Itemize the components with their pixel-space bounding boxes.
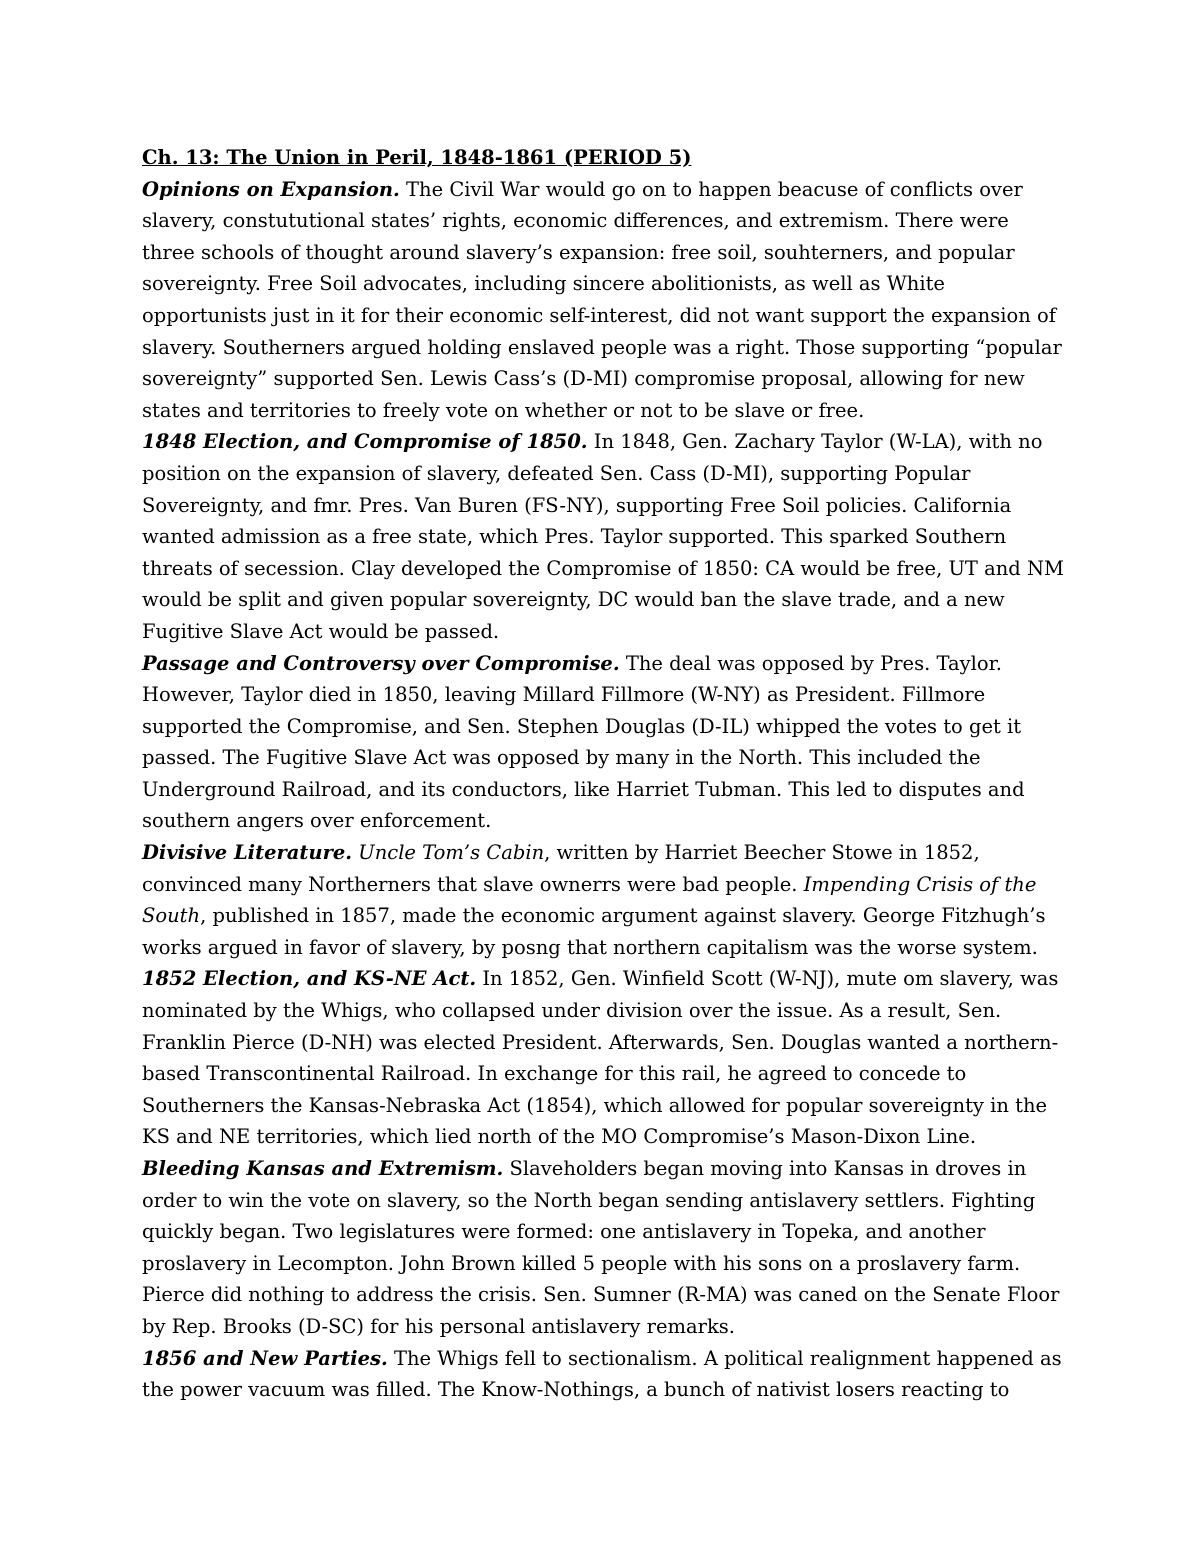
section-heading: Opinions on Expansion. [142, 177, 400, 201]
section-divisive-literature [142, 837, 1067, 963]
section-heading: Divisive Literature. [142, 841, 353, 865]
section-heading: 1852 Election, and KS-NE Act. [142, 967, 477, 991]
document-title: Ch. 13: The Union in Peril, 1848-1861 (PERIOD 5) [142, 146, 692, 169]
section-text: In 1852, Gen. Winfield Scott (W-NJ), mute om slavery, was nominated by the Whigs, who collapsed under division over the issue. As a result, Sen. Franklin Pierce (D-NH) was elected President. Afterwards, Sen. Douglas wanted a northern-based Transcontinental Railroad. In exchange for this rail, he agreed to concede to Southerners the Kansas-Nebraska Act (1854), which allowed for popular sovereignty in the KS and NE territories, which lied north of the MO Compromise’s Mason-Dixon Line. [142, 967, 1059, 1149]
document-page [142, 142, 1067, 1406]
section-heading: Passage and Controversy over Compromise. [142, 651, 620, 675]
section-text: In 1848, Gen. Zachary Taylor (W-LA), with no position on the expansion of slavery, defeated Sen. Cass (D-MI), supporting Popular Sovereignty, and fmr. Pres. Van Buren (FS-NY), supporting Free Soil policies. California wanted admission as a free state, which Pres. Taylor supported. This sparked Southern threats of secession. Clay developed the Compromise of 1850: CA would be free, UT and NM would be split and given popular sovereignty, DC would ban the slave trade, and a new Fugitive Slave Act would be passed. [142, 430, 1065, 643]
section-1852-election [142, 963, 1067, 1153]
section-text: , published in 1857, made the economic argument against slavery. George Fitzhugh’s works argued in favor of slavery, by posng that northern capitalism was the worse system. [142, 904, 1046, 959]
book-title-impending-crisis: Impending Crisis of the South [142, 872, 1037, 928]
section-bleeding-kansas [142, 1153, 1067, 1343]
section-text: The Civil War would go on to happen beacuse of conflicts over slavery, constututional states’ rights, economic differences, and extremism. There were three schools of thought around slavery’s expansion: free soil, souhterners, and popular sovereignty. Free Soil advocates, including sincere abolitionists, as well as White opportunists just in it for their economic self-interest, did not want support the expansion of slavery. Southerners argued holding enslaved people was a right. Those supporting “popular sovereignty” supported Sen. Lewis Cass’s (D-MI) compromise proposal, allowing for new states and territories to freely vote on whether or not to be slave or free. [142, 177, 1062, 422]
section-heading: 1856 and New Parties. [142, 1346, 388, 1370]
section-text: Slaveholders began moving into Kansas in droves in order to win the vote on slavery, so the North began sending antislavery settlers. Fighting quickly began. Two legislatures were formed: one antislavery in Topeka, and another proslavery in Lecompton. John Brown killed 5 people with his sons on a proslavery farm. Pierce did nothing to address the crisis. Sen. Sumner (R-MA) was caned on the Senate Floor by Rep. Brooks (D-SC) for his personal antislavery remarks. [142, 1157, 1060, 1338]
section-text: , written by Harriet Beecher Stowe in 1852, convinced many Northerners that slave ownerrs were bad people. [142, 841, 980, 896]
section-1856-new-parties [142, 1343, 1067, 1406]
section-text: The deal was opposed by Pres. Taylor. However, Taylor died in 1850, leaving Millard Fillmore (W-NY) as President. Fillmore supported the Compromise, and Sen. Stephen Douglas (D-IL) whipped the votes to get it passed. The Fugitive Slave Act was opposed by many in the North. This included the Underground Railroad, and its conductors, like Harriet Tubman. This led to disputes and southern angers over enforcement. [142, 651, 1025, 833]
section-opinions-on-expansion [142, 174, 1067, 427]
section-heading: 1848 Election, and Compromise of 1850. [142, 430, 588, 454]
section-text: The Whigs fell to sectionalism. A political realignment happened as the power vacuum was filled. The Know-Nothings, a bunch of nativist losers reacting to [142, 1346, 1062, 1402]
section-1848-election [142, 426, 1067, 647]
book-title-uncle-toms-cabin: Uncle Tom’s Cabin [358, 841, 545, 865]
section-heading: Bleeding Kansas and Extremism. [142, 1157, 504, 1180]
section-passage-and-controversy [142, 648, 1067, 838]
